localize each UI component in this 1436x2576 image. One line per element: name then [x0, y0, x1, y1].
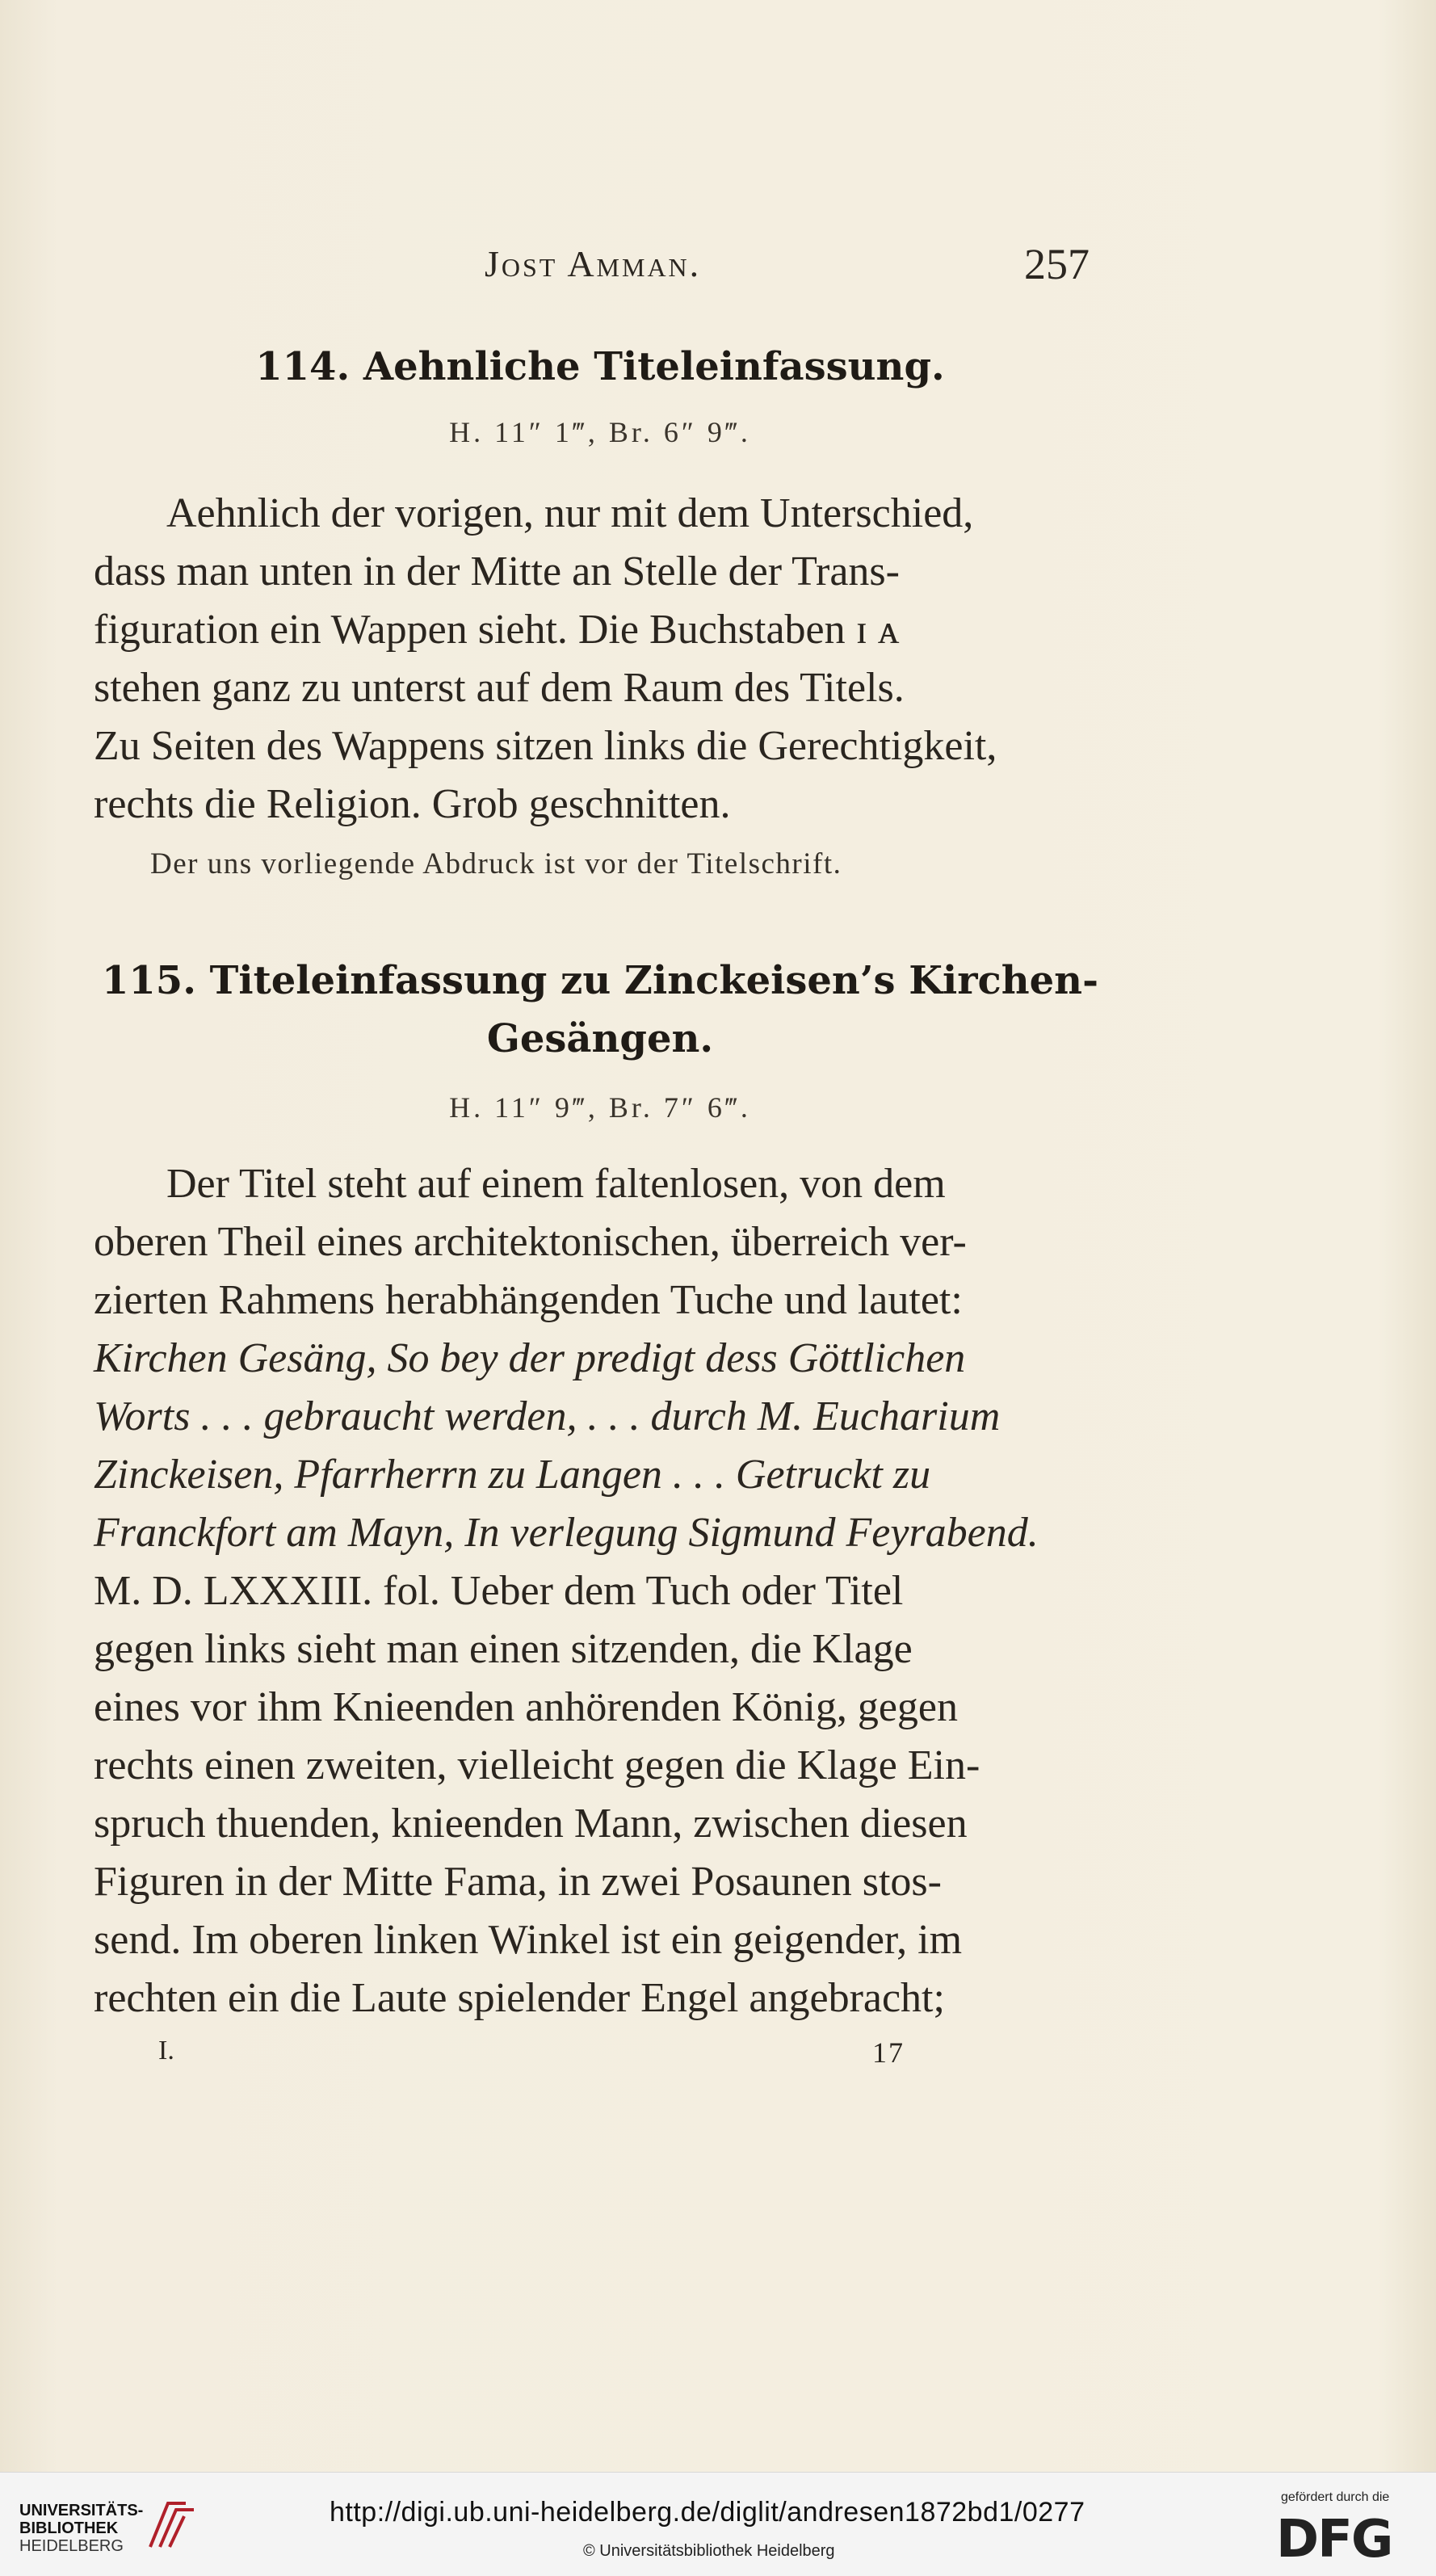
page-number: 257 — [1024, 240, 1090, 288]
logo-line: HEIDELBERG — [19, 2537, 124, 2555]
permalink-url[interactable]: http://digi.ub.uni-heidelberg.de/diglit/andresen1872bd1/0277 — [330, 2497, 1085, 2528]
entry-114-dimensions: H. 11″ 1‴, Br. 6″ 9‴. — [449, 416, 751, 448]
logo-line: BIBLIOTHEK — [19, 2519, 119, 2537]
entry-114-heading: 114. Aehnliche Titeleinfassung. — [255, 344, 945, 389]
library-logo-text — [19, 2502, 143, 2555]
text-line: M. D. LXXXIII. fol. Ueber dem Tuch oder Titel — [94, 1568, 904, 1614]
dfg-logo: DFG — [1276, 2510, 1392, 2570]
entry-115-paragraph — [94, 1155, 1106, 2028]
gathering-number: 17 — [872, 2036, 905, 2069]
volume-signature: I. — [158, 2036, 174, 2065]
running-head: Jost Amman. — [485, 243, 702, 284]
text-line: eines vor ihm Knieenden anhörenden König, gegen — [94, 1684, 959, 1730]
entry-115-heading-line1: 115. Titeleinfassung zu Zinckeisen’s Kirchen- — [102, 958, 1098, 1003]
text-line: stehen ganz zu unterst auf dem Raum des Titels. — [94, 665, 905, 711]
text-line: Aehnlich der vorigen, nur mit dem Unterschied, — [166, 490, 974, 536]
text-line: Zu Seiten des Wappens sitzen links die Gerechtigkeit, — [94, 723, 997, 769]
text-line: send. Im oberen linken Winkel ist ein geigender, im — [94, 1917, 963, 1963]
text-line: Der Titel steht auf einem faltenlosen, von dem — [166, 1161, 946, 1207]
library-logo-icon — [144, 2495, 200, 2553]
entry-115-heading-line2: Gesängen. — [486, 1016, 714, 1061]
logo-line: UNIVERSITÄTS- — [19, 2502, 144, 2519]
text-line: Figuren in der Mitte Fama, in zwei Posaunen stos- — [94, 1859, 942, 1905]
text-line: figuration ein Wappen sieht. Die Buchstaben ɪ ᴀ — [94, 607, 900, 653]
entry-114-note: Der uns vorliegende Abdruck ist vor der Titelschrift. — [150, 847, 842, 880]
text-line: zierten Rahmens herabhängenden Tuche und lautet: — [94, 1277, 963, 1323]
text-line: rechts einen zweiten, vielleicht gegen die Klage Ein- — [94, 1742, 980, 1788]
entry-114-paragraph — [94, 485, 1106, 834]
text-line-italic: Franckfort am Mayn, In verlegung Sigmund Feyrabend. — [94, 1510, 1039, 1556]
text-line: rechts die Religion. Grob geschnitten. — [94, 781, 731, 827]
dfg-funding-label: gefördert durch die — [1281, 2490, 1390, 2504]
text-line-italic: Worts . . . gebraucht werden, . . . durch M. Eucharium — [94, 1393, 1001, 1439]
entry-115-dimensions: H. 11″ 9‴, Br. 7″ 6‴. — [449, 1091, 751, 1124]
footer-bar — [0, 2472, 1436, 2576]
text-line: spruch thuenden, knieenden Mann, zwischen diesen — [94, 1801, 968, 1847]
text-line: oberen Theil eines architektonischen, überreich ver- — [94, 1219, 967, 1265]
text-line: dass man unten in der Mitte an Stelle der Trans- — [94, 548, 900, 595]
text-line: rechten ein die Laute spielender Engel angebracht; — [94, 1975, 945, 2021]
text-line-italic: Zinckeisen, Pfarrherrn zu Langen . . . Getruckt zu — [94, 1452, 931, 1498]
copyright-notice: © Universitätsbibliothek Heidelberg — [583, 2542, 835, 2560]
text-line-italic: Kirchen Gesäng, So bey der predigt dess Göttlichen — [94, 1335, 966, 1381]
text-line: gegen links sieht man einen sitzenden, die Klage — [94, 1626, 913, 1672]
